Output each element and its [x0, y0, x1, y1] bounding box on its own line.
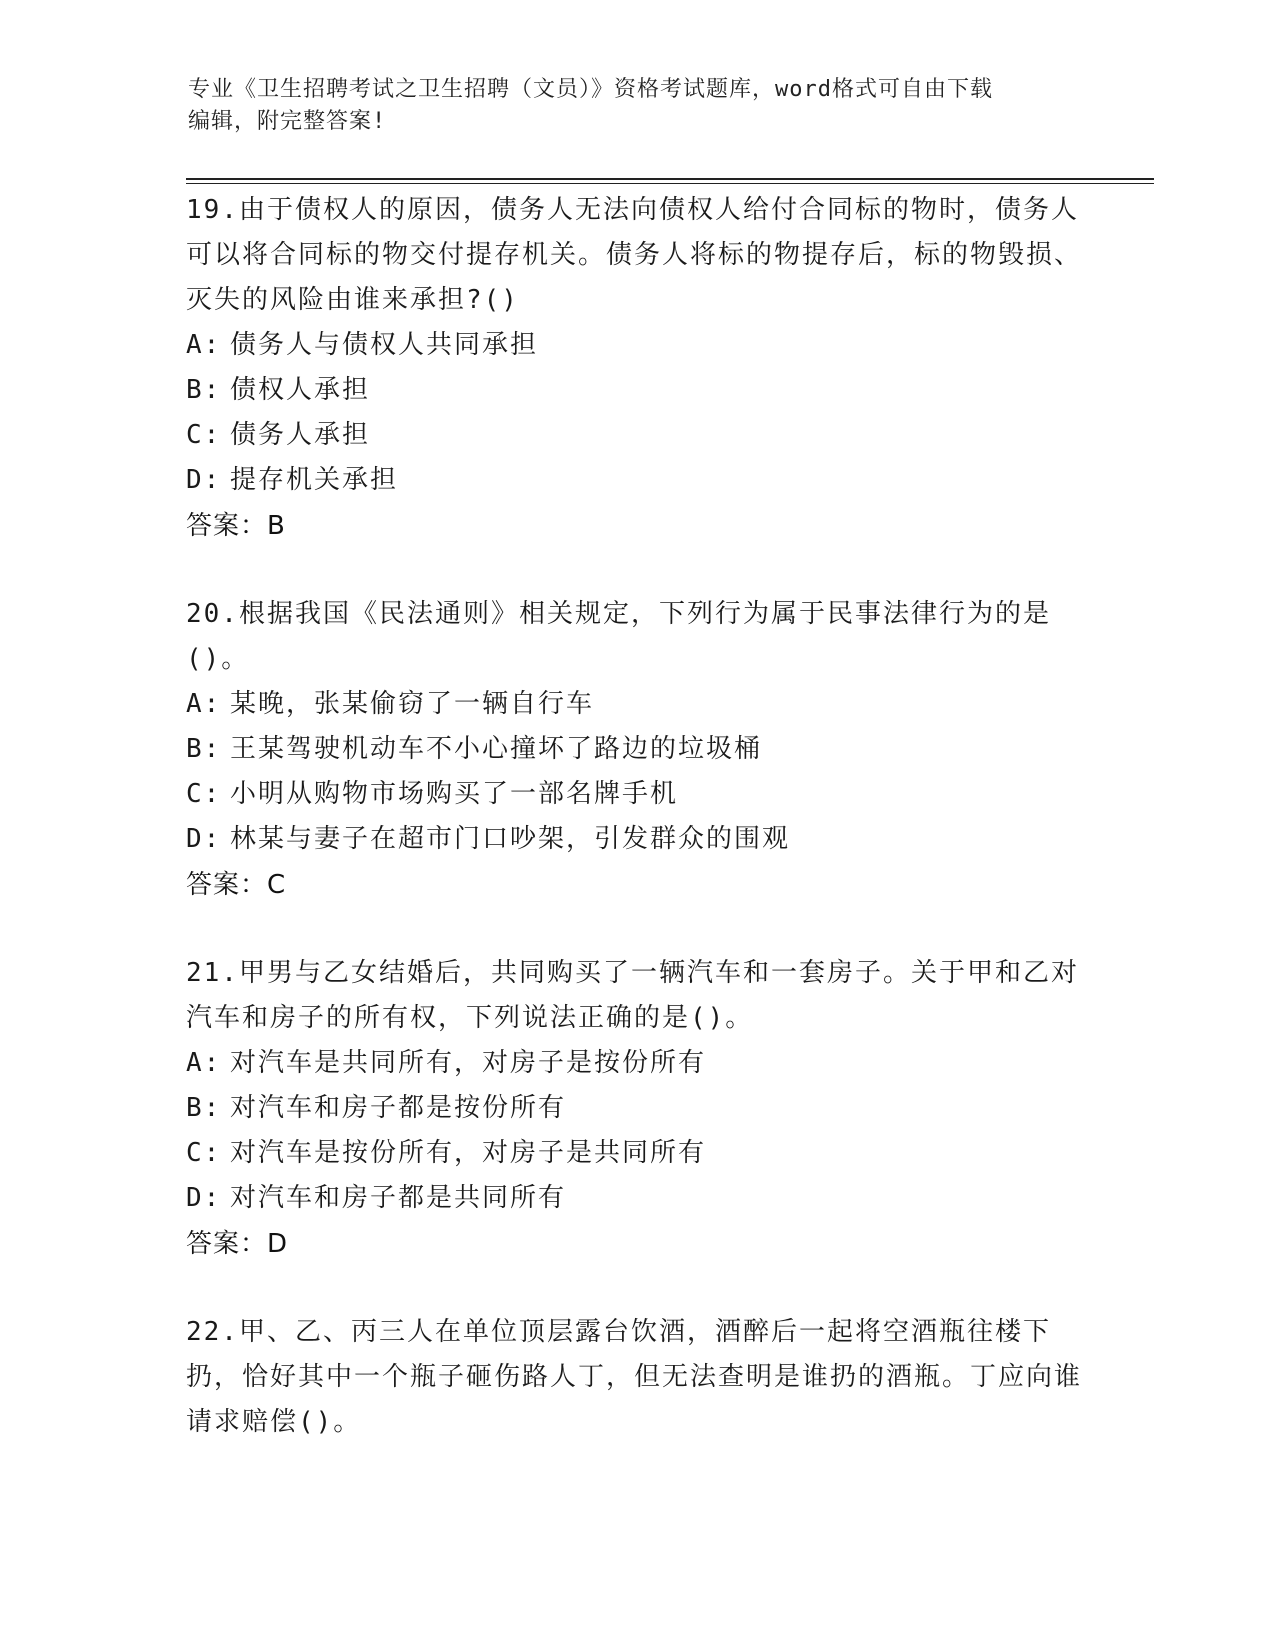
question-text: 22.甲、乙、丙三人在单位顶层露台饮酒，酒醉后一起将空酒瓶往楼下扔，恰好其中一个瓶子砸伤路人丁，但无法查明是谁扔的酒瓶。丁应向谁请求赔偿()。	[186, 1317, 1083, 1437]
header-line-1: 专业《卫生招聘考试之卫生招聘（文员）》资格考试题库，word格式可自由下载	[188, 77, 993, 102]
option-b	[186, 368, 1086, 413]
option-b	[186, 727, 1086, 772]
header-divider-thick	[186, 178, 1154, 180]
option-text: 林某与妻子在超市门口吵架，引发群众的围观	[230, 824, 791, 854]
option-text: 对汽车是共同所有，对房子是按份所有	[230, 1048, 707, 1078]
option-text: 债务人与债权人共同承担	[230, 330, 539, 360]
option-key: D:	[186, 824, 222, 854]
option-key: C:	[186, 779, 222, 809]
option-text: 债权人承担	[230, 375, 371, 405]
question-list	[186, 188, 1086, 1488]
option-a	[186, 323, 1086, 368]
option-d	[186, 817, 1086, 862]
option-text: 小明从购物市场购买了一部名牌手机	[230, 779, 679, 809]
header-line-2: 编辑，附完整答案!	[188, 109, 387, 134]
question-20	[186, 592, 1086, 908]
answer-label: 答案：C	[186, 870, 287, 900]
answer-label: 答案：B	[186, 511, 286, 541]
option-key: A:	[186, 1048, 222, 1078]
option-key: A:	[186, 689, 222, 719]
option-a	[186, 1041, 1086, 1086]
header-divider-thin	[186, 183, 1154, 184]
answer-label: 答案：D	[186, 1229, 289, 1259]
option-key: D:	[186, 465, 222, 495]
option-d	[186, 458, 1086, 503]
option-key: A:	[186, 330, 222, 360]
option-text: 王某驾驶机动车不小心撞坏了路边的垃圾桶	[230, 734, 763, 764]
option-text: 债务人承担	[230, 420, 371, 450]
option-text: 对汽车和房子都是按份所有	[230, 1093, 567, 1123]
option-key: D:	[186, 1183, 222, 1213]
question-text: 19.由于债权人的原因，债务人无法向债权人给付合同标的物时，债务人可以将合同标的物交付提存机关。债务人将标的物提存后，标的物毁损、灭失的风险由谁来承担?()	[186, 195, 1083, 315]
question-text: 21.甲男与乙女结婚后，共同购买了一辆汽车和一套房子。关于甲和乙对汽车和房子的所有权，下列说法正确的是()。	[186, 958, 1079, 1033]
question-text: 20.根据我国《民法通则》相关规定，下列行为属于民事法律行为的是()。	[186, 599, 1051, 674]
option-c	[186, 772, 1086, 817]
option-key: C:	[186, 420, 222, 450]
option-d	[186, 1176, 1086, 1221]
option-c	[186, 413, 1086, 458]
question-22	[186, 1310, 1086, 1445]
question-19	[186, 188, 1086, 549]
option-text: 提存机关承担	[230, 465, 399, 495]
option-a	[186, 682, 1086, 727]
option-key: C:	[186, 1138, 222, 1168]
option-b	[186, 1086, 1086, 1131]
option-c	[186, 1131, 1086, 1176]
question-21	[186, 951, 1086, 1267]
option-text: 对汽车和房子都是共同所有	[230, 1183, 567, 1213]
option-text: 对汽车是按份所有，对房子是共同所有	[230, 1138, 707, 1168]
option-key: B:	[186, 1093, 222, 1123]
page-header	[188, 74, 1088, 138]
option-key: B:	[186, 734, 222, 764]
option-key: B:	[186, 375, 222, 405]
option-text: 某晚，张某偷窃了一辆自行车	[230, 689, 595, 719]
